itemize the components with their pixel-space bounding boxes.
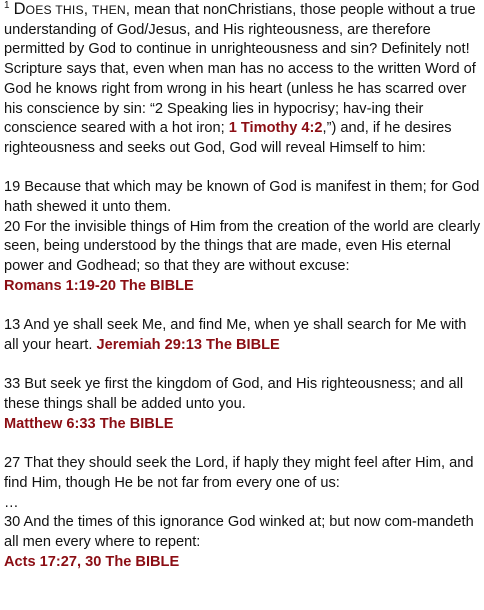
document-page (4, 0, 482, 572)
verse-text: 33 But seek ye first the kingdom of God, and His righteousness; and all these things shall be added unto you. (4, 376, 464, 413)
passage-romans (4, 178, 482, 296)
verse-text (4, 316, 482, 355)
verse-text: 19 Because that which may be known of God is manifest in them; for God hath shewed it unto them. (4, 179, 480, 216)
ellipsis: … (4, 494, 19, 511)
verse-inline-text: 13 And ye shall seek Me, and find Me, when ye shall search for Me with all your heart. (4, 317, 467, 353)
small-caps-text: OES THIS (25, 3, 84, 17)
scripture-reference: Matthew 6:33 The BIBLE (4, 415, 174, 432)
drop-letter: D (13, 0, 26, 18)
small-caps-text-2: THEN (91, 3, 126, 17)
scripture-reference: Jeremiah 29:13 The BIBLE (96, 336, 280, 353)
intro-paragraph (4, 0, 482, 159)
spacer (4, 297, 482, 317)
intro-body: , mean that nonChristians, those people without a true understanding of God/Jesus, and His righteousness, are therefore permitted by God to continue in unrighteousness and sin? Definitely not! Scripture says that, even when man has no access to the written Word of God he knows right from wrong in his heart (unless he has scarred over his conscience by sin: “2 Speaking lies in hypocrisy; hav-ing their conscience seared with a hot iron; (4, 2, 476, 137)
footnote-number: 1 (4, 0, 10, 11)
passage-acts (4, 454, 482, 572)
verse-text: 27 That they should seek the Lord, if haply they might feel after Him, and find Him, though He be not far from every one of us: (4, 455, 474, 491)
passage-jeremiah (4, 316, 482, 355)
intro-separator: , (83, 2, 92, 18)
spacer (4, 159, 482, 179)
spacer (4, 356, 482, 376)
scripture-reference: 1 Timothy 4:2 (228, 120, 323, 137)
verse-text: 20 For the invisible things of Him from the creation of the world are clearly seen, being understood by the things that are made, even His eternal power and Godhead; so that they are without excuse: (4, 218, 481, 275)
passage-matthew (4, 375, 482, 434)
verse-text: 30 And the times of this ignorance God winked at; but now com-mandeth all men every where to repent: (4, 514, 474, 550)
intro-body-end: ,”) and, if he desires righteousness and seeks out God, God will reveal Himself to him: (4, 120, 452, 156)
scripture-reference: Romans 1:19-20 The BIBLE (4, 277, 194, 294)
spacer (4, 434, 482, 454)
scripture-reference: Acts 17:27, 30 The BIBLE (4, 553, 180, 570)
